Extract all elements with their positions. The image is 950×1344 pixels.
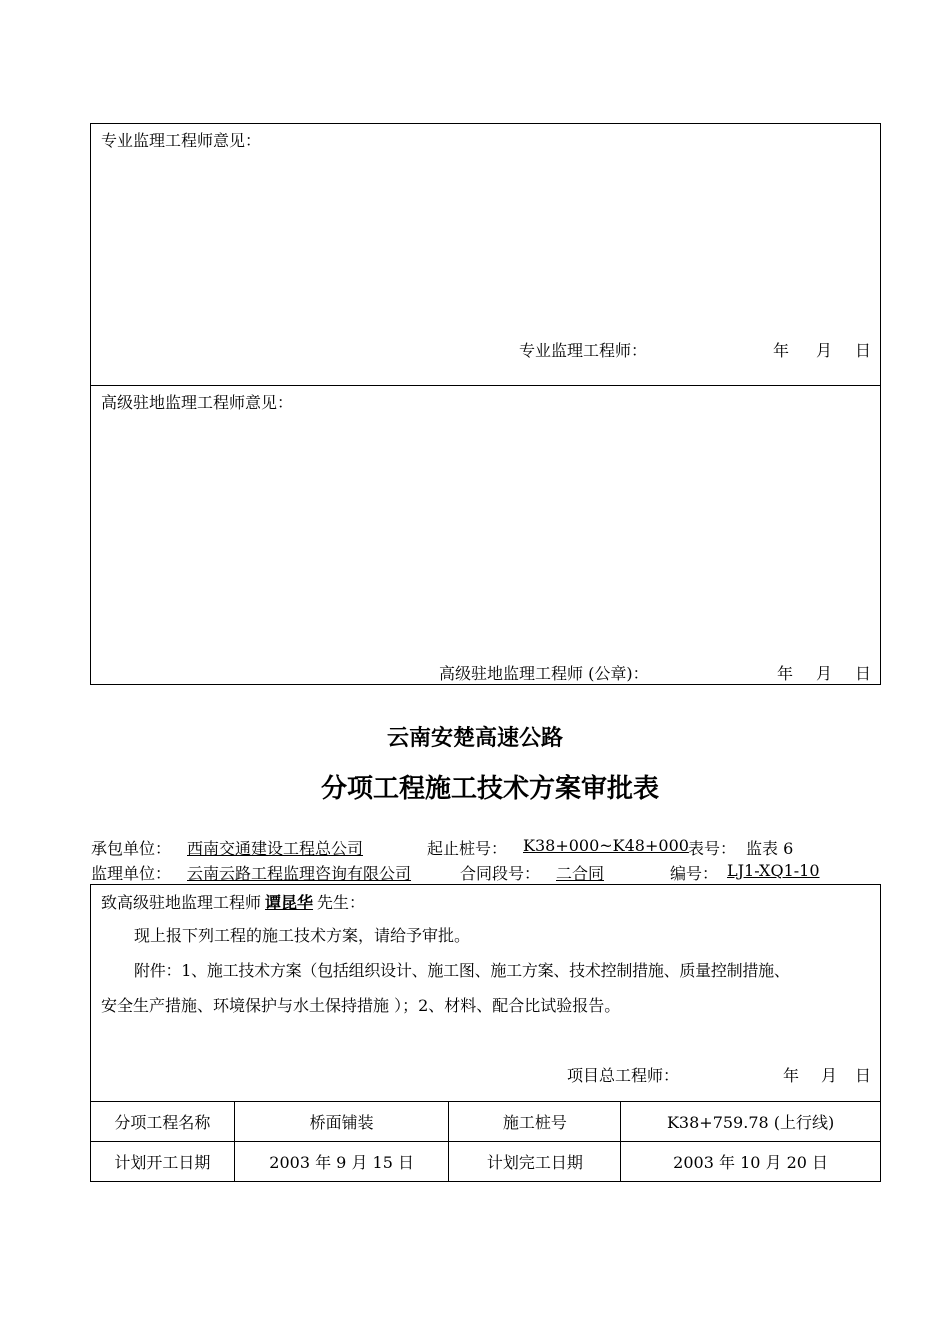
form-number-label: 表号： xyxy=(688,839,737,858)
supervisor-label: 监理单位： xyxy=(91,864,172,883)
memo-line-2: 附件：1、施工技术方案（包括组织设计、施工图、施工方案、技术控制措施、质量控制措施、 xyxy=(134,961,790,980)
table-row xyxy=(91,1142,881,1182)
project-title: 云南安楚高速公路 xyxy=(386,726,563,751)
code-value: LJ1-XQ1-10 xyxy=(727,861,820,880)
memo-year-label: 年 xyxy=(783,1066,800,1085)
supervisor-value: 云南云路工程监理咨询有限公司 xyxy=(187,864,412,883)
specialist-opinion-label: 专业监理工程师意见： xyxy=(101,131,262,150)
table-row xyxy=(91,1102,881,1142)
memo-to-suffix: 先生： xyxy=(317,893,366,912)
memo-to-prefix: 致高级驻地监理工程师 xyxy=(101,893,262,912)
table-cell: 分项工程名称 xyxy=(91,1102,235,1142)
chief-engineer-signature-label: 项目总工程师： xyxy=(567,1066,680,1085)
contractor-value: 西南交通建设工程总公司 xyxy=(187,839,364,858)
contract-section-label: 合同段号： xyxy=(460,864,541,883)
form-number-value: 监表 6 xyxy=(746,839,794,858)
memo-month-label: 月 xyxy=(821,1066,838,1085)
table-cell: 2003 年 10 月 20 日 xyxy=(621,1142,881,1182)
senior-resident-opinion-box xyxy=(90,385,881,685)
senior-resident-year-label: 年 xyxy=(777,664,794,683)
table-cell: 桥面铺装 xyxy=(234,1102,449,1142)
station-label: 起止桩号： xyxy=(427,839,508,858)
table-cell: 施工桩号 xyxy=(449,1102,621,1142)
table-cell: 2003 年 9 月 15 日 xyxy=(234,1142,449,1182)
contractor-label: 承包单位： xyxy=(91,839,172,858)
senior-resident-signature-label: 高级驻地监理工程师 (公章)： xyxy=(439,664,649,683)
station-value: K38+000~K48+000 xyxy=(523,836,689,855)
memo-to-name: 谭昆华 xyxy=(265,893,314,912)
memo-line-3: 安全生产措施、环境保护与水土保持措施 ）；2、材料、配合比试验报告。 xyxy=(101,996,621,1015)
code-label: 编号： xyxy=(670,864,719,883)
memo-box xyxy=(90,884,881,1102)
contract-section-value: 二合同 xyxy=(556,864,605,883)
specialist-day-label: 日 xyxy=(855,341,872,360)
project-info-table xyxy=(90,1101,881,1182)
table-cell: 计划开工日期 xyxy=(91,1142,235,1182)
specialist-year-label: 年 xyxy=(773,341,790,360)
specialist-opinion-box xyxy=(90,123,881,386)
table-cell: K38+759.78 (上行线) xyxy=(621,1102,881,1142)
memo-line-1: 现上报下列工程的施工技术方案，请给予审批。 xyxy=(134,926,471,945)
specialist-month-label: 月 xyxy=(816,341,833,360)
table-cell: 计划完工日期 xyxy=(449,1142,621,1182)
senior-resident-month-label: 月 xyxy=(816,664,833,683)
memo-day-label: 日 xyxy=(855,1066,872,1085)
senior-resident-opinion-label: 高级驻地监理工程师意见： xyxy=(101,393,294,412)
specialist-signature-label: 专业监理工程师： xyxy=(519,341,648,360)
senior-resident-day-label: 日 xyxy=(855,664,872,683)
form-title: 分项工程施工技术方案审批表 xyxy=(320,774,659,804)
memo-addressee xyxy=(101,890,365,913)
